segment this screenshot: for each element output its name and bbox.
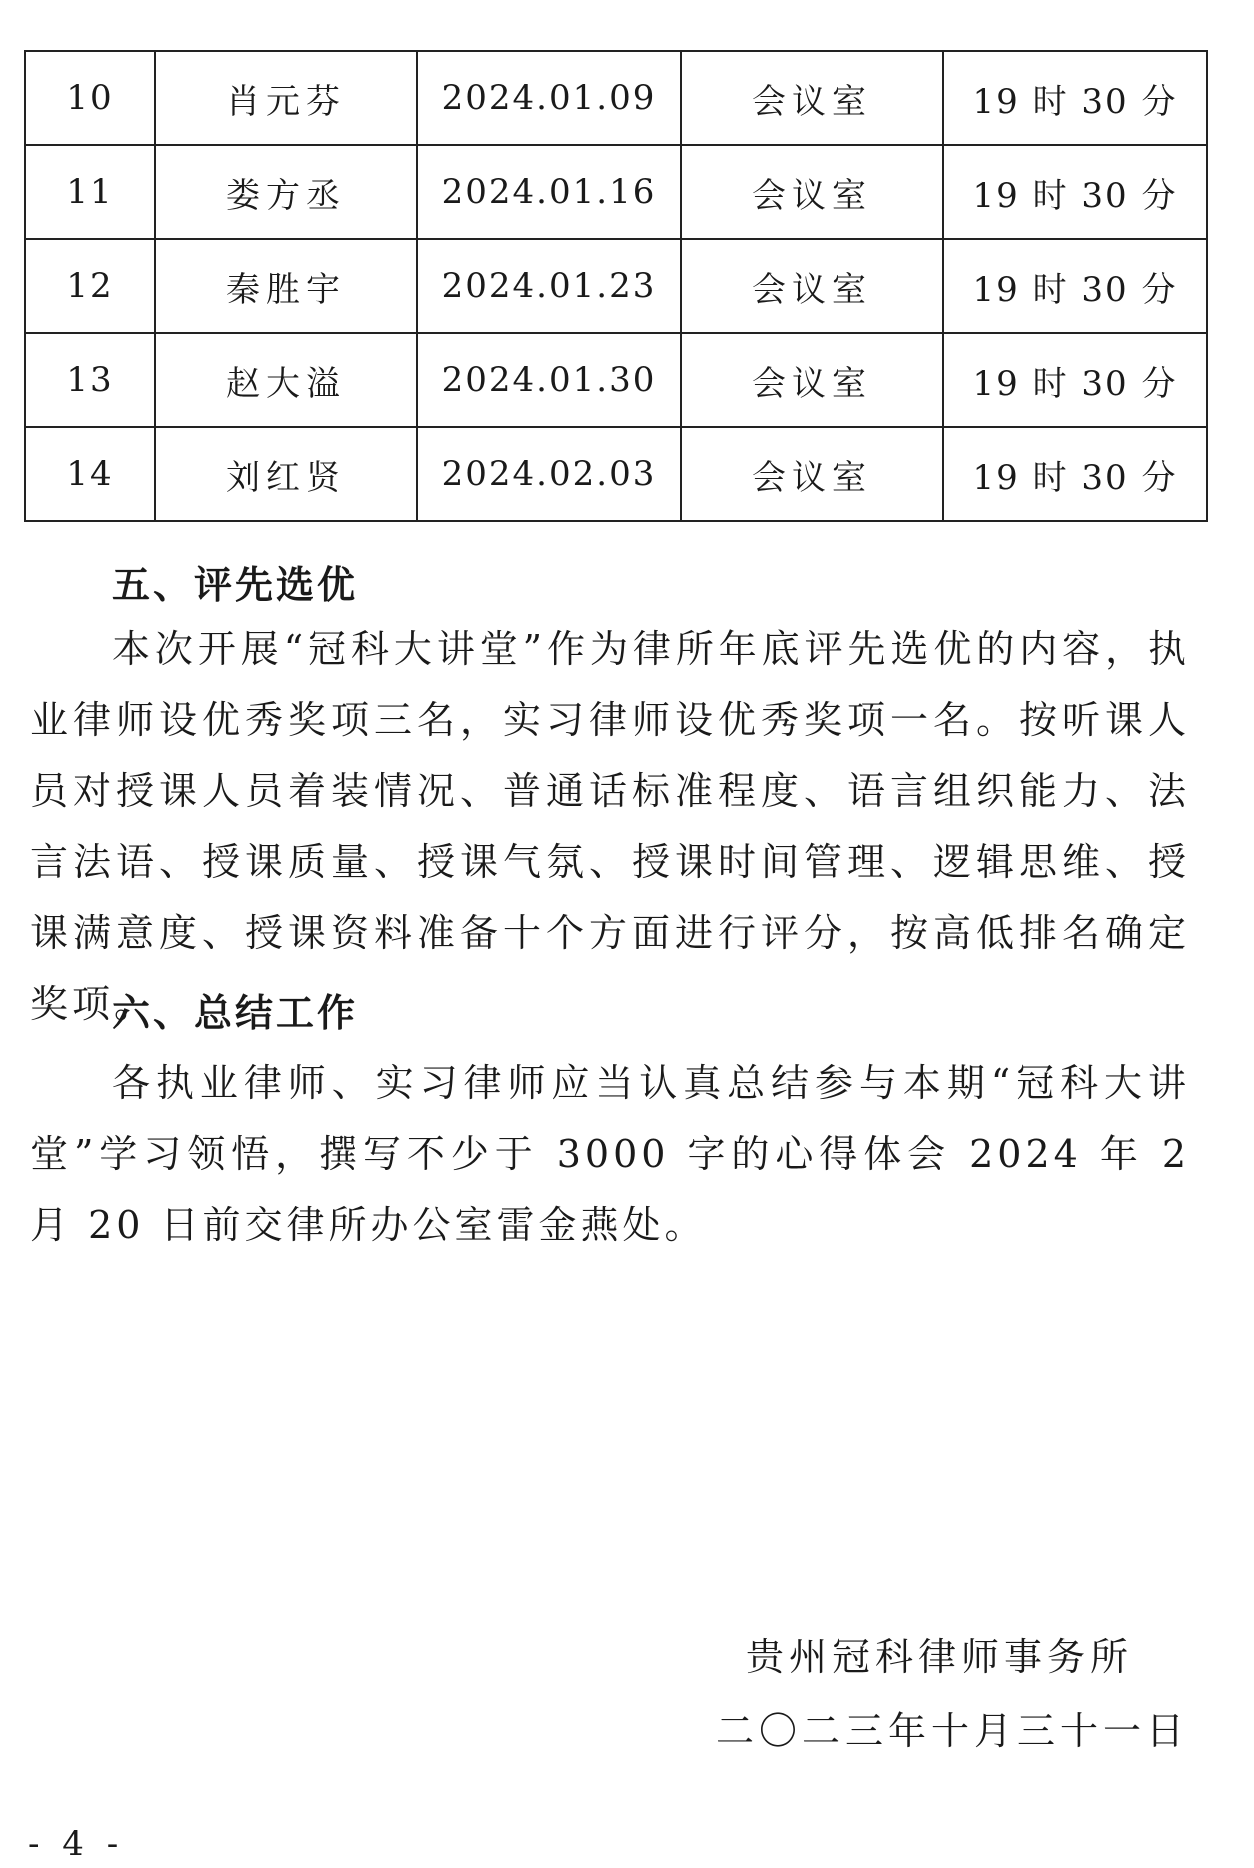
signature-org: 贵州冠科律师事务所 (746, 1635, 1134, 1679)
table-row (25, 427, 1207, 521)
lecture-date: 2024.02.03 (417, 427, 681, 521)
lecture-place: 会议室 (681, 427, 943, 521)
schedule-table (24, 50, 1208, 522)
section-heading-summary: 六、总结工作 (112, 991, 359, 1035)
lecture-place: 会议室 (681, 51, 943, 145)
lecturer-name: 秦胜宇 (155, 239, 417, 333)
lecture-date: 2024.01.09 (417, 51, 681, 145)
section-heading-awards: 五、评先选优 (112, 563, 359, 607)
lecture-place: 会议室 (681, 239, 943, 333)
lecturer-name: 娄方丞 (155, 145, 417, 239)
section-body-awards: 本次开展“冠科大讲堂”作为律所年底评先选优的内容，执业律师设优秀奖项三名，实习律师设优秀奖项一名。按听课人员对授课人员着装情况、普通话标准程度、语言组织能力、法言法语、授课质量、授课气氛、授课时间管理、逻辑思维、授课满意度、授课资料准备十个方面进行评分，按高低排名确定奖项。 (30, 627, 1190, 1026)
table-row (25, 333, 1207, 427)
row-number: 13 (25, 333, 155, 427)
row-number: 11 (25, 145, 155, 239)
lecture-date: 2024.01.16 (417, 145, 681, 239)
section-body-summary: 各执业律师、实习律师应当认真总结参与本期“冠科大讲堂”学习领悟，撰写不少于 3000 字的心得体会 2024 年 2 月 20 日前交律所办公室雷金燕处。 (30, 1061, 1190, 1247)
lecture-place: 会议室 (681, 333, 943, 427)
signature-date: 二〇二三年十月三十一日 (716, 1709, 1190, 1753)
row-number: 14 (25, 427, 155, 521)
lecture-time: 19 时 30 分 (943, 239, 1207, 333)
row-number: 10 (25, 51, 155, 145)
table-row (25, 51, 1207, 145)
row-number: 12 (25, 239, 155, 333)
lecturer-name: 赵大溢 (155, 333, 417, 427)
table-row (25, 239, 1207, 333)
lecturer-name: 刘红贤 (155, 427, 417, 521)
lecture-place: 会议室 (681, 145, 943, 239)
lecture-date: 2024.01.23 (417, 239, 681, 333)
lecturer-name: 肖元芬 (155, 51, 417, 145)
lecture-time: 19 时 30 分 (943, 145, 1207, 239)
lecture-time: 19 时 30 分 (943, 51, 1207, 145)
lecture-time: 19 时 30 分 (943, 427, 1207, 521)
table-row (25, 145, 1207, 239)
lecture-time: 19 时 30 分 (943, 333, 1207, 427)
lecture-date: 2024.01.30 (417, 333, 681, 427)
page-number: - 4 - (28, 1824, 125, 1864)
